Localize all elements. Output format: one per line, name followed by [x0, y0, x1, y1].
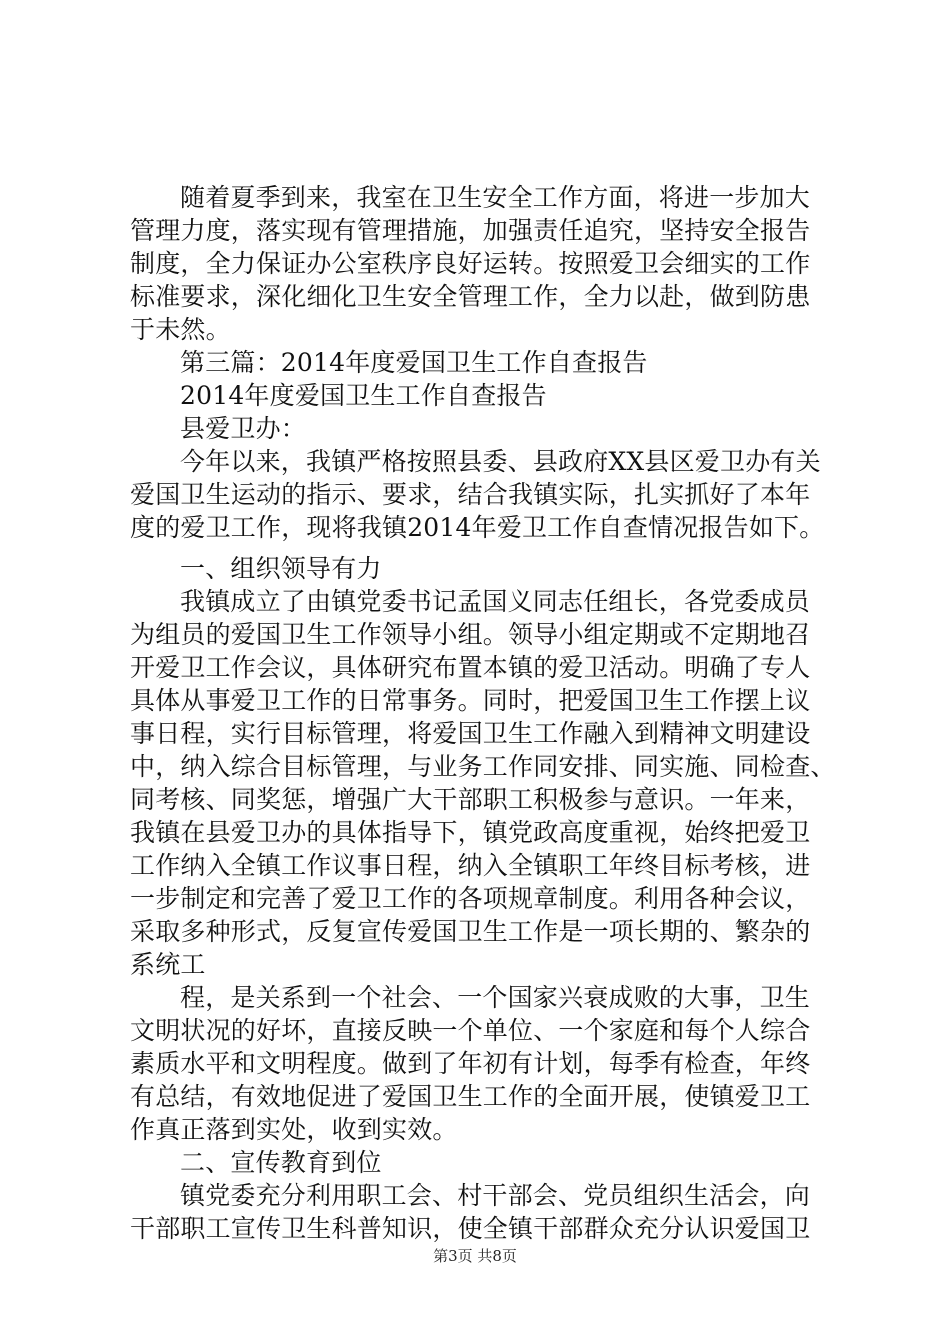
paragraph-line: 我镇在县爱卫办的具体指导下，镇党政高度重视，始终把爱卫 — [130, 818, 811, 847]
paragraph-line: 爱国卫生运动的指示、要求，结合我镇实际，扎实抓好了本年 — [130, 480, 811, 509]
paragraph-line: 我镇成立了由镇党委书记孟国义同志任组长，各党委成员 — [180, 587, 811, 616]
paragraph-line: 开爱卫工作会议，具体研究布置本镇的爱卫活动。明确了专人 — [130, 653, 811, 682]
paragraph-line: 有总结，有效地促进了爱国卫生工作的全面开展，使镇爱卫工 — [130, 1082, 811, 1111]
paragraph-line: 干部职工宣传卫生科普知识，使全镇干部群众充分认识爱国卫 — [130, 1214, 811, 1243]
section-heading: 一、组织领导有力 — [180, 554, 382, 583]
paragraph-line: 文明状况的好坏，直接反映一个单位、一个家庭和每个人综合 — [130, 1016, 811, 1045]
paragraph-line: 事日程，实行目标管理，将爱国卫生工作融入到精神文明建设 — [130, 719, 811, 748]
salutation: 县爱卫办： — [180, 414, 307, 443]
paragraph-line: 度的爱卫工作，现将我镇2014年爱卫工作自查情况报告如下。 — [130, 513, 825, 542]
paragraph-line: 系统工 — [130, 950, 206, 979]
paragraph-line: 采取多种形式，反复宣传爱国卫生工作是一项长期的、繁杂的 — [130, 917, 811, 946]
report-title: 2014年度爱国卫生工作自查报告 — [180, 381, 547, 410]
paragraph-line: 标准要求，深化细化卫生安全管理工作，全力以赴，做到防患 — [130, 282, 811, 311]
paragraph-line: 为组员的爱国卫生工作领导小组。领导小组定期或不定期地召 — [130, 620, 811, 649]
paragraph-line: 中，纳入综合目标管理，与业务工作同安排、同实施、同检查、 — [130, 752, 836, 781]
paragraph-line: 具体从事爱卫工作的日常事务。同时，把爱国卫生工作摆上议 — [130, 686, 811, 715]
paragraph-line: 作真正落到实处，收到实效。 — [130, 1115, 458, 1144]
paragraph-line: 于未然。 — [130, 315, 231, 344]
paragraph-line: 镇党委充分利用职工会、村干部会、党员组织生活会，向 — [180, 1181, 811, 1210]
paragraph-line: 今年以来，我镇严格按照县委、县政府XX县区爱卫办有关 — [180, 447, 821, 476]
paragraph-line: 随着夏季到来，我室在卫生安全工作方面，将进一步加大 — [180, 183, 811, 212]
paragraph-line: 工作纳入全镇工作议事日程，纳入全镇职工年终目标考核，进 — [130, 851, 811, 880]
paragraph-line: 一步制定和完善了爱卫工作的各项规章制度。利用各种会议， — [130, 884, 811, 913]
paragraph-line: 素质水平和文明程度。做到了年初有计划，每季有检查，年终 — [130, 1049, 811, 1078]
page-footer: 第3页 共8页 — [433, 1247, 517, 1265]
section-heading: 二、宣传教育到位 — [180, 1148, 382, 1177]
paragraph-line: 程，是关系到一个社会、一个国家兴衰成败的大事，卫生 — [180, 983, 811, 1012]
paragraph-line: 管理力度，落实现有管理措施，加强责任追究，坚持安全报告 — [130, 216, 811, 245]
paragraph-line: 同考核、同奖惩，增强广大干部职工积极参与意识。一年来， — [130, 785, 811, 814]
paragraph-line: 制度，全力保证办公室秩序良好运转。按照爱卫会细实的工作 — [130, 249, 811, 278]
section-heading: 第三篇：2014年度爱国卫生工作自查报告 — [180, 348, 648, 377]
